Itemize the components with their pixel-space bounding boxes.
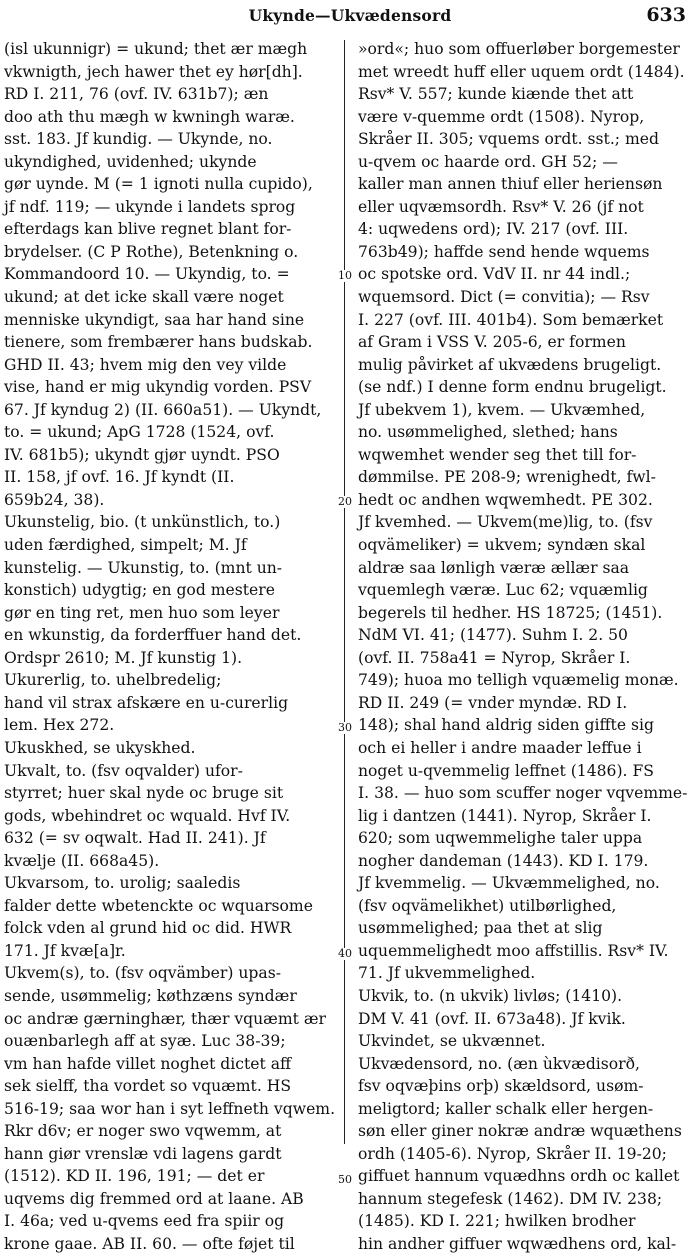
text-line: I. 227 (ovf. III. 401b4). Som bemærket <box>358 310 664 329</box>
text-line: meligtord; kaller schalk eller hergen- <box>358 1099 654 1118</box>
text-line: 4: uqwedens ord); IV. 217 (ovf. III. <box>358 220 629 239</box>
text-line: 620; som uqwemmelighe taler uppa <box>358 829 643 848</box>
text-line: brydelser. (C P Rothe), Betenkning o. <box>4 242 299 261</box>
text-line: GHD II. 43; hvem mig den vey vilde <box>4 355 287 374</box>
text-line: uqvems dig fremmed ord at laane. AB <box>4 1189 304 1208</box>
text-line: I. 38. — huo som scuffer noger vqvemme- <box>358 784 688 803</box>
text-line: (fsv oqvämelikhet) utilbørlighed, <box>358 896 617 915</box>
text-line: fsv oqvæþins orþ) skældsord, usøm- <box>358 1077 644 1096</box>
text-line: Ukvarsom, to. urolig; saaledis <box>4 874 241 893</box>
text-line: kunstelig. — Ukunstig, to. (mnt un- <box>4 558 283 577</box>
text-line: (ovf. II. 758a41 = Nyrop, Skråer I. <box>358 648 631 667</box>
text-line: konstich) udygtig; en god mestere <box>4 581 275 600</box>
text-line: vise, hand er mig ukyndig vorden. PSV <box>4 378 312 397</box>
left-column <box>4 38 336 1253</box>
right-column <box>358 38 696 1253</box>
text-line: 67. Jf kyndug 2) (II. 660a51). — Ukyndt, <box>4 400 322 419</box>
text-line: och ei heller i andre maader leffue i <box>358 738 642 757</box>
text-line: giffuet hannum vquædhns ordh oc kallet <box>358 1167 680 1186</box>
text-line: wquemsord. Dict (= convitia); — Rsv <box>358 288 650 307</box>
text-line: gør en ting ret, men huo som leyer <box>4 603 280 622</box>
text-line: met wreedt huff eller uquem ordt (1484). <box>358 62 685 81</box>
text-line: »ord«; huo som offuerløber borgemester <box>358 40 680 58</box>
text-line: I. 46a; ved u-qvems eed fra spiir og <box>4 1212 285 1231</box>
page-number: 633 <box>646 4 686 26</box>
page-header <box>0 0 700 34</box>
text-line: folck vden al grund hid oc did. HWR <box>4 919 292 938</box>
text-line: IV. 681b5); ukyndt gjør uyndt. PSO <box>4 445 280 464</box>
text-line: menniske ukyndigt, saa har hand sine <box>4 310 305 329</box>
text-line: noget u-qvemmelig leffnet (1486). FS <box>358 761 654 780</box>
text-line: 148); shal hand aldrig siden giffte sig <box>358 716 654 735</box>
text-line: eller uqvæmsordh. Rsv* V. 26 (jf not <box>358 197 644 216</box>
text-line: 632 (= sv oqwalt. Had II. 241). Jf <box>4 829 266 848</box>
text-line: Ukurerlig, to. uhelbredelig; <box>4 671 222 690</box>
text-line: Jf ubekvem 1), kvem. — Ukvæmhed, <box>358 400 646 419</box>
text-line: uquemmelighedt moo affstillis. Rsv* IV. <box>358 941 669 960</box>
text-line: ukyndighed, uvidenhed; ukynde <box>4 152 257 171</box>
text-line: sek sielff, tha vordet so vquæmt. HS <box>4 1077 292 1096</box>
text-line: Ordspr 2610; M. Jf kunstig 1). <box>4 648 243 667</box>
text-line: mulig påvirket af ukvædens brugeligt. <box>358 355 662 374</box>
text-line: kaller man annen thiuf eller heriensøn <box>358 175 663 194</box>
text-line: 659b24, 38). <box>4 490 105 509</box>
text-line: Kommandoord 10. — Ukyndig, to. = <box>4 265 290 284</box>
text-line: Ukvik, to. (n ukvik) livløs; (1410). <box>358 986 623 1005</box>
text-line: Ukvem(s), to. (fsv oqvämber) upas- <box>4 964 281 983</box>
text-line: gods, wbehindret oc wquald. Hvf IV. <box>4 806 291 825</box>
text-line: oc spotske ord. VdV II. nr 44 indl.; <box>358 265 631 284</box>
line-marker: 40 <box>333 948 357 960</box>
text-line: Ukvindet, se ukvænnet. <box>358 1032 546 1051</box>
line-marker: 30 <box>333 722 357 734</box>
text-line: no. usømmelighed, slethed; hans <box>358 423 618 442</box>
text-line: Skråer II. 305; vquems ordt. sst.; med <box>358 130 659 149</box>
text-line: ouænbarlegh aff at syæ. Luc 38-39; <box>4 1032 286 1051</box>
text-line: (isl ukunnigr) = ukund; thet ær mægh <box>4 40 308 58</box>
text-line: falder dette wbetenckte oc wquarsome <box>4 896 313 915</box>
text-line: lem. Hex 272. <box>4 716 115 735</box>
text-line: gør uynde. M (= 1 ignoti nulla cupido), <box>4 175 313 194</box>
text-line: doo ath thu mægh w kwningh waræ. <box>4 107 295 126</box>
text-line: Jf kvemmelig. — Ukvæmmelighed, no. <box>358 874 660 893</box>
text-line: Ukvalt, to. (fsv oqvalder) ufor- <box>4 761 243 780</box>
text-line: sende, usømmelig; køthzæns syndær <box>4 986 297 1005</box>
text-line: (1485). KD I. 221; hwilken brodher <box>358 1212 636 1231</box>
text-line: vkwnigth, jech hawer thet ey hør[dh]. <box>4 62 303 81</box>
line-marker: 50 <box>333 1174 357 1186</box>
text-line: 763b49); haffde send hende wquems <box>358 242 650 261</box>
text-line: oc andræ gærninghær, thær vquæmt ær <box>4 1009 326 1028</box>
text-line: efterdags kan blive regnet blant for- <box>4 220 292 239</box>
text-line: Jf kvemhed. — Ukvem(me)lig, to. (fsv <box>358 513 653 532</box>
text-line: u-qvem oc haarde ord. GH 52; — <box>358 152 618 171</box>
text-line: nogher dandeman (1443). KD I. 179. <box>358 851 649 870</box>
text-line: oqvämeliker) = ukvem; syndæn skal <box>358 536 646 555</box>
text-line: hedt oc andhen wqwemhedt. PE 302. <box>358 490 653 509</box>
text-line: en wkunstig, da forderffuer hand det. <box>4 626 302 645</box>
text-line: begerels til hedher. HS 18725; (1451). <box>358 603 663 622</box>
text-line: kvælje (II. 668a45). <box>4 851 160 870</box>
text-line: hand vil strax afskære en u-curerlig <box>4 693 289 712</box>
text-line: hin andher giffuer wqwædhens ord, kal- <box>358 1234 677 1253</box>
text-line: usømmelighed; paa thet at slig <box>358 919 603 938</box>
text-line: (1512). KD II. 196, 191; — det er <box>4 1167 265 1186</box>
column-divider <box>344 40 345 1144</box>
text-line: hann giør vrenslæ vdi lagens gardt <box>4 1144 282 1163</box>
text-line: 171. Jf kvæ[a]r. <box>4 941 126 960</box>
text-line: Rsv* V. 557; kunde kiænde thet att <box>358 85 634 104</box>
line-marker: 20 <box>333 496 357 508</box>
running-title: Ukynde—Ukvædensord <box>248 6 452 25</box>
text-line: Ukunstelig, bio. (t unkünstlich, to.) <box>4 513 281 532</box>
text-line: 749); huoa mo telligh vquæmelig monæ. <box>358 671 679 690</box>
line-marker: 10 <box>333 270 357 282</box>
text-line: to. = ukund; ApG 1728 (1524, ovf. <box>4 423 275 442</box>
text-line: ordh (1405-6). Nyrop, Skråer II. 19-20; <box>358 1144 667 1163</box>
text-line: Ukvædensord, no. (æn ùkvædisorð, <box>358 1054 640 1073</box>
text-line: være v-quemme ordt (1508). Nyrop, <box>358 107 645 126</box>
text-line: ukund; at det icke skall være noget <box>4 288 284 307</box>
text-line: 71. Jf ukvemmelighed. <box>358 964 536 983</box>
text-line: aldræ saa lønligh væræ ællær saa <box>358 558 630 577</box>
text-line: dømmilse. PE 208-9; wrenighedt, fwl- <box>358 468 656 487</box>
text-line: tienere, som frembærer hans budskab. <box>4 333 313 352</box>
text-line: Rkr d6v; er noger swo vqwemm, at <box>4 1122 282 1141</box>
text-line: styrret; huer skal nyde oc bruge sit <box>4 784 284 803</box>
text-line: krone gaae. AB II. 60. — ofte føjet til <box>4 1234 295 1253</box>
text-line: hannum stegefesk (1462). DM IV. 238; <box>358 1189 663 1208</box>
text-line: wqwemhet wender seg thet till for- <box>358 445 637 464</box>
text-line: RD I. 211, 76 (ovf. IV. 631b7); æn <box>4 85 269 104</box>
text-line: lig i dantzen (1441). Nyrop, Skråer I. <box>358 806 652 825</box>
text-line: DM V. 41 (ovf. II. 673a48). Jf kvik. <box>358 1009 626 1028</box>
text-line: uden færdighed, simpelt; M. Jf <box>4 536 247 555</box>
text-line: Ukuskhed, se ukyskhed. <box>4 738 196 757</box>
text-line: II. 158, jf ovf. 16. Jf kyndt (II. <box>4 468 235 487</box>
text-line: vm han hafde villet noghet dictet aff <box>4 1054 292 1073</box>
text-line: jf ndf. 119; — ukynde i landets sprog <box>4 197 296 216</box>
text-line: (se ndf.) I denne form endnu brugeligt. <box>358 378 667 397</box>
text-line: søn eller giner nokræ andræ wquæthens <box>358 1122 682 1141</box>
text-line: NdM VI. 41; (1477). Suhm I. 2. 50 <box>358 626 628 645</box>
text-line: RD II. 249 (= vnder myndæ. RD I. <box>358 693 628 712</box>
text-line: af Gram i VSS V. 205-6, er formen <box>358 333 626 352</box>
text-line: vquemlegh væræ. Luc 62; vquæmlig <box>358 581 648 600</box>
text-line: sst. 183. Jf kundig. — Ukynde, no. <box>4 130 273 149</box>
text-line: 516-19; saa wor han i syt leffneth vqwem. <box>4 1099 336 1118</box>
